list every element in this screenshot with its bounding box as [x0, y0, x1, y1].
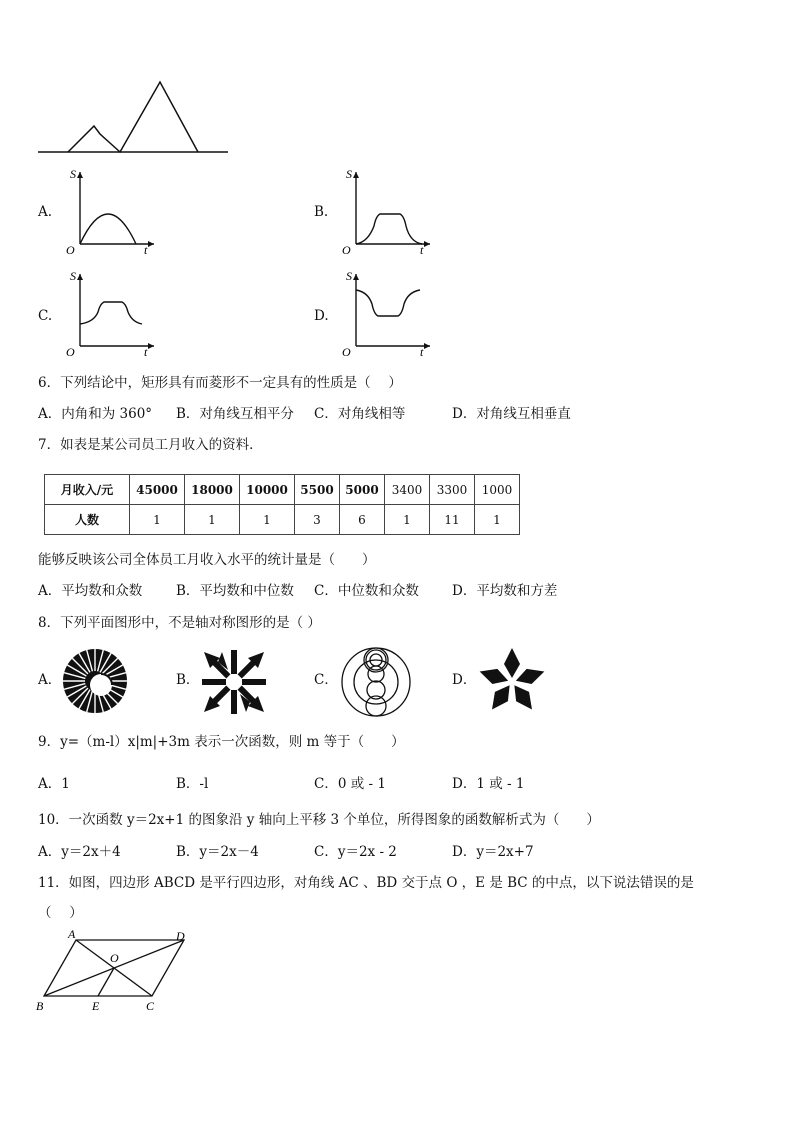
- income-cell: 3300: [430, 475, 475, 505]
- q5-a-axis-s: S: [70, 167, 76, 181]
- q7-option-a[interactable]: A．平均数和众数: [38, 583, 143, 599]
- q5-b-origin: O: [342, 243, 351, 256]
- q7-option-c[interactable]: C．中位数和众数: [314, 583, 419, 599]
- income-cell: 45000: [130, 475, 185, 505]
- q5-option-d-label: D.: [314, 308, 329, 324]
- pinwheel-star-figure[interactable]: [476, 646, 548, 718]
- income-table: [44, 474, 520, 535]
- q9-stem: 9．y=（m-l）x|m|+3m 表示一次函数，则 m 等于（ ）: [38, 734, 405, 750]
- q5-c-axis-t: t: [144, 345, 148, 358]
- q5-d-axis-t: t: [420, 345, 424, 358]
- q7-option-b[interactable]: B．平均数和中位数: [176, 583, 294, 599]
- q8-option-d[interactable]: D．: [452, 672, 477, 688]
- income-cell: 18000: [185, 475, 240, 505]
- q8-stem: 8．下列平面图形中，不是轴对称图形的是（ ）: [38, 615, 321, 631]
- income-cell: 1000: [475, 475, 520, 505]
- q6-option-b[interactable]: B．对角线互相平分: [176, 406, 294, 422]
- q5-a-origin: O: [66, 243, 75, 256]
- q7-option-d[interactable]: D．平均数和方差: [452, 583, 558, 599]
- q5-a-axis-t: t: [144, 243, 148, 256]
- count-cell: 1: [185, 505, 240, 535]
- q7-stem: 7．如表是某公司员工月收入的资料．: [38, 437, 263, 453]
- count-cell: 3: [295, 505, 340, 535]
- parallelogram-figure[interactable]: [34, 928, 194, 1014]
- q8-option-c[interactable]: C．: [314, 672, 338, 688]
- income-header: 月收入/元: [45, 475, 130, 505]
- spiral-sunburst-figure[interactable]: [62, 648, 128, 714]
- q11-stem: 11．如图，四边形 ABCD 是平行四边形，对角线 AC 、BD 交于点 O ，E 是 BC 的中点，以下说法错误的是: [38, 875, 694, 891]
- star-burst-figure[interactable]: [200, 648, 268, 716]
- point-d-label: D: [176, 929, 185, 943]
- count-cell: 1: [475, 505, 520, 535]
- q10-stem: 10．一次函数 y＝2x+1 的图象沿 y 轴向上平移 3 个单位，所得图象的函数解析式为（ ）: [38, 812, 600, 828]
- q10-option-a[interactable]: A．y＝2x＋4: [38, 844, 121, 860]
- income-cell: 5000: [340, 475, 385, 505]
- q8-option-b[interactable]: B．: [176, 672, 200, 688]
- q5-option-a-label: A.: [38, 204, 53, 220]
- q5-c-origin: O: [66, 345, 75, 358]
- q9-option-b[interactable]: B．-l: [176, 776, 209, 792]
- income-cell: 10000: [240, 475, 295, 505]
- q6-option-c[interactable]: C．对角线相等: [314, 406, 406, 422]
- point-c-label: C: [146, 999, 155, 1013]
- q5-c-axis-s: S: [70, 269, 76, 283]
- q10-option-b[interactable]: B．y＝2x－4: [176, 844, 259, 860]
- q5-b-axis-s: S: [346, 167, 352, 181]
- count-header: 人数: [45, 505, 130, 535]
- q7-question: 能够反映该公司全体员工月收入水平的统计量是（ ）: [38, 552, 376, 568]
- mountain-path-figure: [36, 78, 232, 156]
- q5-b-axis-t: t: [420, 243, 424, 256]
- table-row: [45, 475, 520, 505]
- q9-option-d[interactable]: D．1 或 - 1: [452, 776, 525, 792]
- count-cell: 1: [240, 505, 295, 535]
- income-cell: 5500: [295, 475, 340, 505]
- point-o-label: O: [110, 951, 119, 965]
- point-a-label: A: [68, 928, 76, 941]
- count-cell: 6: [340, 505, 385, 535]
- count-cell: 11: [430, 505, 475, 535]
- nested-circles-figure[interactable]: [340, 646, 412, 718]
- count-cell: 1: [385, 505, 430, 535]
- income-cell: 3400: [385, 475, 430, 505]
- q9-option-c[interactable]: C．0 或 - 1: [314, 776, 386, 792]
- q5-graph-a[interactable]: [60, 164, 160, 256]
- count-cell: 1: [130, 505, 185, 535]
- q6-option-d[interactable]: D．对角线互相垂直: [452, 406, 571, 422]
- q5-d-axis-s: S: [346, 269, 352, 283]
- point-e-label: E: [92, 999, 100, 1013]
- q5-graph-b[interactable]: [336, 164, 436, 256]
- q5-graph-d[interactable]: [336, 266, 436, 358]
- q5-d-origin: O: [342, 345, 351, 358]
- q9-option-a[interactable]: A．1: [38, 776, 70, 792]
- q5-graph-c[interactable]: [60, 266, 160, 358]
- q5-option-b-label: B.: [314, 204, 329, 220]
- q10-option-d[interactable]: D．y＝2x+7: [452, 844, 534, 860]
- point-b-label: B: [36, 999, 44, 1013]
- table-row: [45, 505, 520, 535]
- q8-option-a[interactable]: A．: [38, 672, 62, 688]
- q5-option-c-label: C.: [38, 308, 53, 324]
- q6-option-a[interactable]: A．内角和为 360°: [38, 406, 153, 422]
- q11-paren: （ ）: [38, 905, 83, 921]
- q10-option-c[interactable]: C．y＝2x - 2: [314, 844, 397, 860]
- q6-stem: 6．下列结论中，矩形具有而菱形不一定具有的性质是（ ）: [38, 375, 402, 391]
